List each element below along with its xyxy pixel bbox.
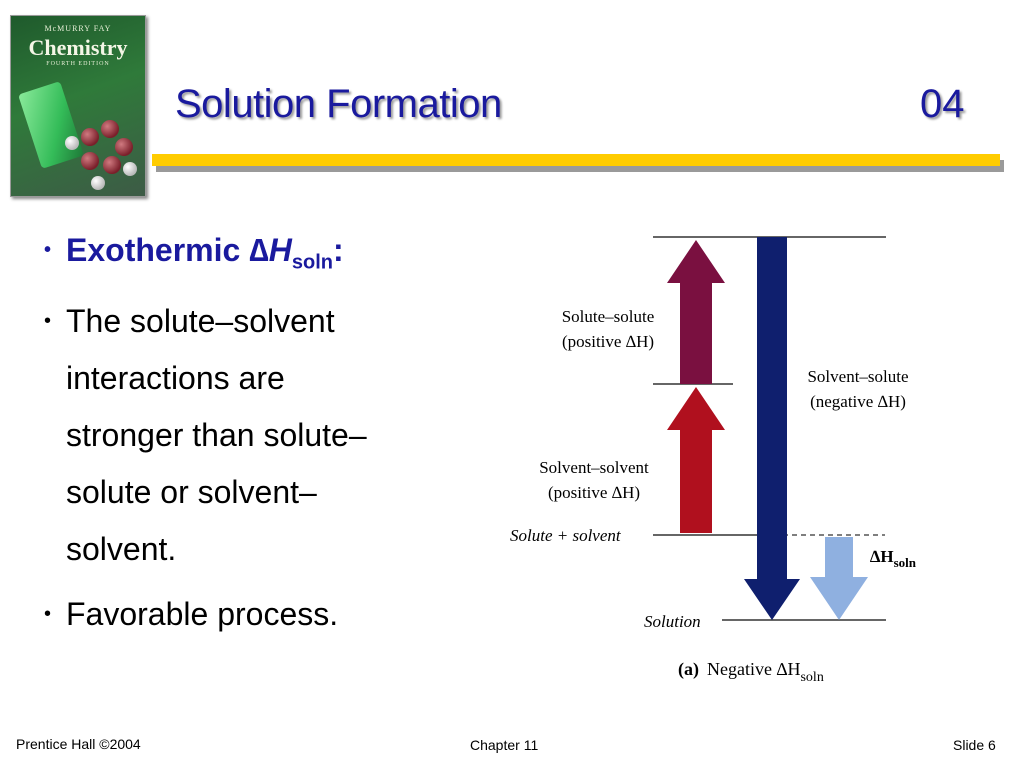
slide-title: Solution Formation: [175, 82, 502, 126]
bullet-heading: [44, 222, 464, 291]
bullet-line: stronger than solute–: [66, 417, 367, 454]
molecule-atom: [81, 128, 99, 146]
molecule-atom: [115, 138, 133, 156]
dh-soln-label: [870, 547, 917, 570]
solute-plus-solvent-label: Solute + solvent: [510, 526, 621, 545]
title-rule: [152, 154, 1000, 166]
molecule-atom: [123, 162, 137, 176]
bullet-line: interactions are: [66, 360, 285, 397]
diagram-caption: [678, 659, 824, 685]
heading-sub: soln: [291, 251, 333, 274]
cover-title: Chemistry: [28, 35, 128, 60]
crystal-graphic: [18, 81, 84, 169]
cover-edition: FOURTH EDITION: [46, 61, 110, 67]
bullet-line: solute or solvent–: [66, 474, 317, 511]
footer-chapter: Chapter 11: [470, 737, 539, 753]
molecule-atom: [91, 176, 105, 190]
caption-text: Negative ∆H: [707, 659, 801, 679]
bullet-text: Favorable process.: [66, 596, 339, 633]
slide-section-number: 04: [920, 82, 965, 126]
solvent-solvent-label: Solvent–solvent: [539, 458, 649, 477]
solvent-solute-label: Solvent–solute: [807, 367, 909, 386]
cover-authors: McMURRY FAY: [44, 24, 112, 33]
molecule-atom: [81, 152, 99, 170]
enthalpy-diagram: [500, 225, 940, 695]
solution-label: Solution: [644, 612, 701, 631]
book-cover-image: [10, 15, 146, 197]
solvent-solute-arrow: [744, 237, 800, 620]
heading-delta: ∆: [249, 232, 269, 268]
solvent-solvent-arrow: [667, 387, 725, 533]
dh-soln-label-sub: soln: [893, 555, 917, 570]
molecule-atom: [101, 120, 119, 138]
solvent-solvent-sign-label: (positive ∆H): [547, 483, 641, 502]
heading-colon: :: [332, 232, 344, 268]
solute-solute-label: Solute–solute: [561, 307, 655, 326]
solvent-solute-sign-label: (negative ∆H): [810, 392, 906, 411]
bullet-dot: •: [44, 239, 52, 261]
bullet-item-favorable: [44, 586, 464, 643]
caption-part: (a): [678, 659, 699, 679]
bullet-dot: •: [44, 310, 52, 333]
bullet-line: The solute–solvent: [66, 303, 335, 340]
bullet-dot: •: [44, 603, 52, 626]
caption-sub: soln: [800, 670, 824, 685]
heading-word: Exothermic: [66, 232, 250, 268]
dh-soln-arrow: [810, 537, 868, 620]
molecule-atom: [65, 136, 79, 150]
footer-slide-number: Slide 6: [953, 737, 996, 753]
footer-publisher: Prentice Hall ©2004: [16, 736, 141, 752]
solute-solute-arrow: [667, 240, 725, 384]
bullet-list: [44, 222, 464, 643]
heading-h: H: [268, 232, 292, 268]
dh-soln-label-main: ∆H: [870, 547, 894, 566]
solute-solute-sign-label: (positive ∆H): [561, 332, 655, 351]
bullet-item-interactions: [44, 293, 464, 578]
bullet-line: solvent.: [66, 531, 177, 568]
molecule-atom: [103, 156, 121, 174]
